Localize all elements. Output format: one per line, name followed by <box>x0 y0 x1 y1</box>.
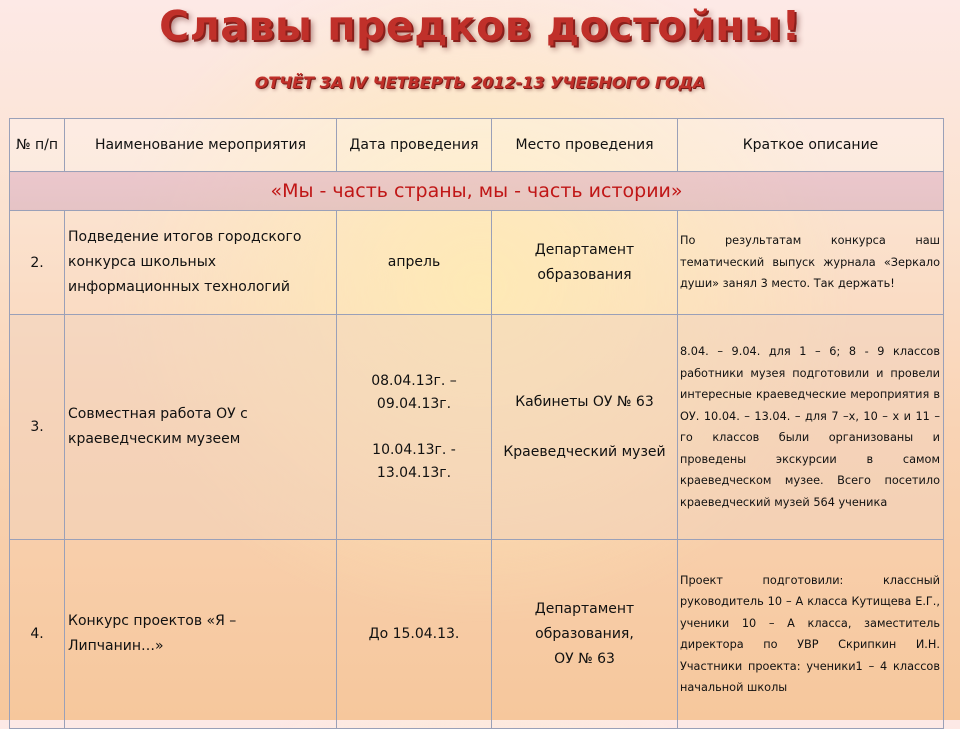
row-place-cell <box>492 315 678 540</box>
report-table <box>9 118 944 729</box>
row-num: 3. <box>10 315 65 540</box>
header-name: Наименование мероприятия <box>65 119 337 172</box>
header-place: Место проведения <box>492 119 678 172</box>
row-date: апрель <box>337 211 492 315</box>
table-header-row <box>10 119 944 172</box>
row-place-first: Кабинеты ОУ № 63 <box>515 393 654 410</box>
row-desc: Проект подготовили: классный руководитель 10 – А класса Кутищева Е.Г., ученики 10 – А класса, заместитель директора по УВР Скрипкин И.Н. Участники проекта: ученики1 – 4 классов начальной школы <box>678 540 944 729</box>
header-desc: Краткое описание <box>678 119 944 172</box>
row-num: 2. <box>10 211 65 315</box>
row-date: До 15.04.13. <box>337 540 492 729</box>
row-desc: По результатам конкурса наш тематический выпуск журнала «Зеркало души» занял 3 место. Так держать! <box>678 211 944 315</box>
row-place-cell <box>492 540 678 729</box>
row-place: Департамент образования <box>492 211 678 315</box>
slide-title: Славы предков достойны! <box>159 2 801 50</box>
slide-subtitle: ОТЧЁТ ЗА IV ЧЕТВЕРТЬ 2012-13 УЧЕБНОГО ГОДА <box>254 73 706 92</box>
row-date-second: 10.04.13г. - 13.04.13г. <box>372 441 456 481</box>
row-name: Конкурс проектов «Я – Липчанин…» <box>65 540 337 729</box>
row-place-first: Департамент образования, <box>534 600 635 642</box>
table-row <box>10 211 944 315</box>
row-place-second: Краеведческий музей <box>503 443 666 460</box>
section-row <box>10 172 944 211</box>
row-date-first: 08.04.13г. – 09.04.13г. <box>371 372 457 412</box>
table-row <box>10 315 944 540</box>
table-row <box>10 540 944 729</box>
row-name: Совместная работа ОУ с краеведческим музеем <box>65 315 337 540</box>
row-desc: 8.04. – 9.04. для 1 – 6; 8 - 9 классов работники музея подготовили и провели интересные краеведческие мероприятия в ОУ. 10.04. – 13.04. – для 7 –х, 10 – х и 11 –го классов были организованы и проведены экскурсии в самом краеведческом музее. Всего посетило краеведческий музей 564 ученика <box>678 315 944 540</box>
row-num: 4. <box>10 540 65 729</box>
row-place-second: ОУ № 63 <box>554 650 615 667</box>
row-name: Подведение итогов городского конкурса школьных информационных технологий <box>65 211 337 315</box>
header-num: № п/п <box>10 119 65 172</box>
row-date-cell <box>337 315 492 540</box>
header-date: Дата проведения <box>337 119 492 172</box>
section-title: «Мы - часть страны, мы - часть истории» <box>10 172 944 211</box>
